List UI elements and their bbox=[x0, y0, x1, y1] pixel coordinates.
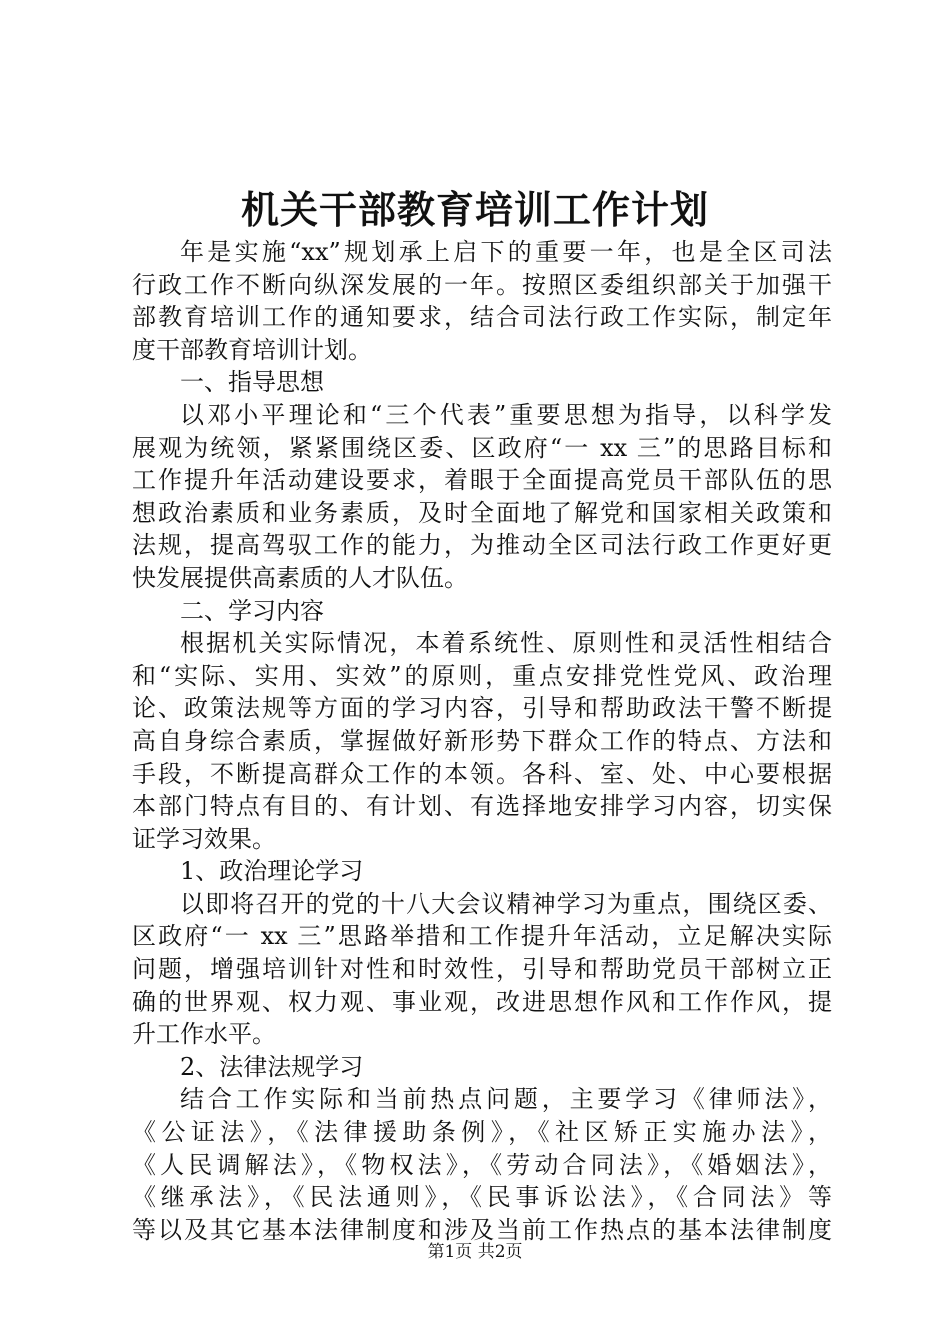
paragraph-line: 《人民调解法》，《物权法》，《劳动合同法》，《婚姻法》， bbox=[132, 1150, 832, 1179]
paragraph-line: 确的世界观、权力观、事业观，改进思想作风和工作作风，提 bbox=[132, 987, 832, 1016]
paragraph-line: 以邓小平理论和“三个代表”重要思想为指导，以科学发 bbox=[180, 400, 832, 429]
document-title: 机关干部教育培训工作计划 bbox=[240, 187, 709, 232]
paragraph-line: 升工作水平。 bbox=[132, 1020, 276, 1049]
paragraph-line: 问题，增强培训针对性和时效性，引导和帮助党员干部树立正 bbox=[132, 955, 832, 984]
paragraph-line: 度干部教育培训计划。 bbox=[132, 335, 372, 364]
paragraph-line: 证学习效果。 bbox=[132, 824, 276, 853]
paragraph-line: 部教育培训工作的通知要求，结合司法行政工作实际，制定年 bbox=[132, 303, 832, 332]
paragraph-line: 根据机关实际情况，本着系统性、原则性和灵活性相结合 bbox=[180, 629, 832, 658]
paragraph-line: 想政治素质和业务素质，及时全面地了解党和国家相关政策和 bbox=[132, 498, 832, 527]
section-heading: 二、学习内容 bbox=[180, 596, 324, 625]
paragraph-line: 《公证法》，《法律援助条例》，《社区矫正实施办法》， bbox=[132, 1118, 832, 1147]
paragraph-line: 论、政策法规等方面的学习内容，引导和帮助政法干警不断提 bbox=[132, 694, 832, 723]
paragraph-line: 《继承法》，《民法通则》，《民事诉讼法》，《合同法》等 bbox=[132, 1183, 832, 1212]
paragraph-line: 区政府“一 xx 三”思路举措和工作提升年活动，立足解决实际 bbox=[132, 922, 832, 951]
paragraph-line: 快发展提供高素质的人才队伍。 bbox=[132, 563, 468, 592]
paragraph-line: 手段，不断提高群众工作的本领。各科、室、处、中心要根据 bbox=[132, 759, 832, 788]
paragraph-line: 高自身综合素质，掌握做好新形势下群众工作的特点、方法和 bbox=[132, 726, 832, 755]
section-heading: 一、指导思想 bbox=[180, 368, 324, 397]
paragraph-line: 本部门特点有目的、有计划、有选择地安排学习内容，切实保 bbox=[132, 792, 832, 821]
paragraph-line: 展观为统领，紧紧围绕区委、区政府“一 xx 三”的思路目标和 bbox=[132, 433, 832, 462]
document-body bbox=[132, 236, 832, 1246]
subsection-heading: 2、法律法规学习 bbox=[180, 1052, 364, 1081]
paragraph-line: 工作提升年活动建设要求，着眼于全面提高党员干部队伍的思 bbox=[132, 466, 832, 495]
paragraph-line: 法规，提高驾驭工作的能力，为推动全区司法行政工作更好更 bbox=[132, 531, 832, 560]
paragraph-line: 等以及其它基本法律制度和涉及当前工作热点的基本法律制度 bbox=[132, 1215, 832, 1244]
paragraph-line: 行政工作不断向纵深发展的一年。按照区委组织部关于加强干 bbox=[132, 270, 832, 299]
subsection-heading: 1、政治理论学习 bbox=[180, 857, 364, 886]
paragraph-line: 和“实际、实用、实效”的原则，重点安排党性党风、政治理 bbox=[132, 661, 832, 690]
paragraph-line: 结合工作实际和当前热点问题，主要学习《律师法》， bbox=[180, 1085, 832, 1114]
page-footer: 第1页 共2页 bbox=[427, 1242, 523, 1262]
paragraph-line: 年是实施“xx”规划承上启下的重要一年，也是全区司法 bbox=[180, 238, 832, 266]
paragraph-line: 以即将召开的党的十八大会议精神学习为重点，围绕区委、 bbox=[180, 889, 832, 918]
